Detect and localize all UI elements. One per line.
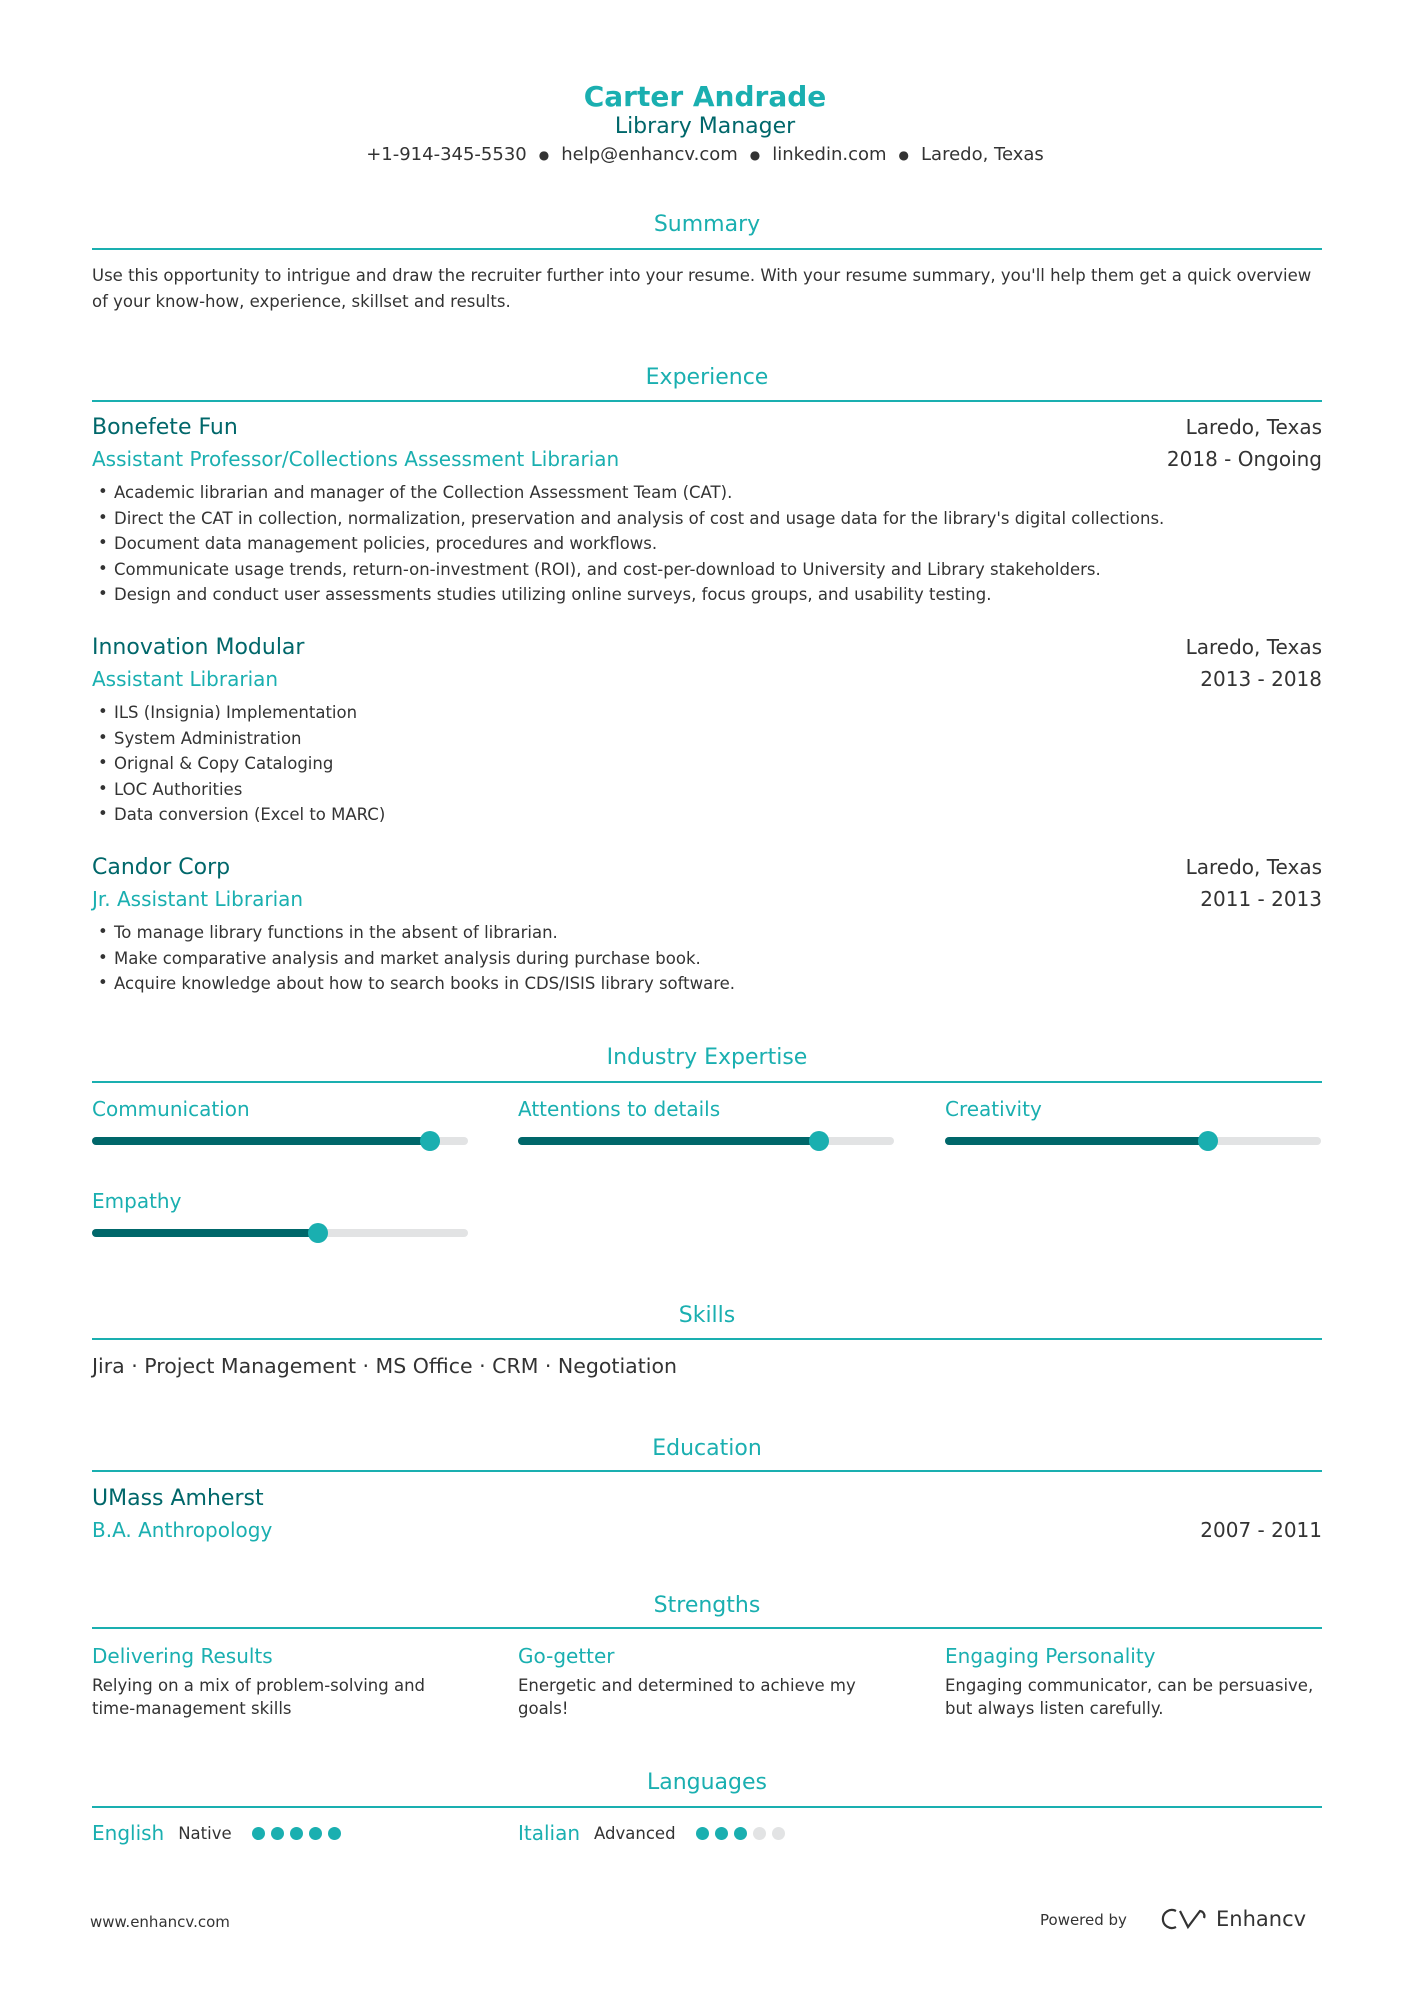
- enhancv-logo[interactable]: [1160, 1906, 1306, 1932]
- bullet-item: • Design and conduct user assessments studies utilizing online surveys, focus groups, and usability testing.: [92, 582, 1322, 608]
- divider: [92, 400, 1322, 402]
- email-link[interactable]: help@enhancv.com: [561, 144, 738, 165]
- divider: [92, 1081, 1322, 1083]
- expertise-label: Creativity: [945, 1097, 1042, 1121]
- job-location: Laredo, Texas: [1185, 855, 1322, 879]
- company-name: Candor Corp: [92, 855, 231, 880]
- skills-heading: Skills: [678, 1303, 736, 1328]
- rating-dot: [328, 1827, 341, 1840]
- education-degree-row: [92, 1518, 1322, 1542]
- expertise-bar: [92, 1137, 468, 1145]
- expertise-bar-knob: [809, 1131, 829, 1151]
- language-rating: [696, 1827, 785, 1840]
- divider: [92, 1470, 1322, 1472]
- bullet-item: • Orignal & Copy Cataloging: [92, 751, 1322, 777]
- language-name: Italian: [518, 1821, 581, 1845]
- linkedin-link[interactable]: linkedin.com: [772, 144, 887, 165]
- expertise-item: [92, 1189, 468, 1237]
- job-bullets: [92, 700, 1322, 828]
- language-name: English: [92, 1821, 165, 1845]
- job-role-row: [92, 447, 1322, 471]
- language-rating: [252, 1827, 341, 1840]
- phone: +1-914-345-5530: [366, 144, 527, 165]
- job-header: [92, 635, 1322, 660]
- bullet-item: • Document data management policies, procedures and workflows.: [92, 531, 1322, 557]
- strength-description: Relying on a mix of problem-solving and time-management skills: [92, 1676, 426, 1718]
- company-name: Bonefete Fun: [92, 415, 238, 440]
- expertise-bar: [945, 1137, 1321, 1145]
- job-title: Library Manager: [614, 114, 796, 139]
- language-level: Native: [178, 1823, 232, 1843]
- bullet-item: • Academic librarian and manager of the Collection Assessment Team (CAT).: [92, 480, 1322, 506]
- expertise-label: Communication: [92, 1097, 250, 1121]
- divider: [92, 248, 1322, 250]
- bullet-item: • ILS (Insignia) Implementation: [92, 700, 1322, 726]
- expertise-label: Attentions to details: [518, 1097, 721, 1121]
- divider: [92, 1806, 1322, 1808]
- expertise-bar-fill: [518, 1137, 819, 1145]
- job-dates: 2018 - Ongoing: [1166, 447, 1322, 471]
- contact-line: [0, 144, 1410, 165]
- languages-heading: Languages: [646, 1770, 768, 1795]
- brand-name: Enhancv: [1216, 1907, 1307, 1931]
- divider: [92, 1338, 1322, 1340]
- bullet-item: • Data conversion (Excel to MARC): [92, 802, 1322, 828]
- language-item: [518, 1821, 785, 1845]
- expertise-heading: Industry Expertise: [606, 1045, 808, 1070]
- expertise-item: [945, 1097, 1321, 1145]
- school-name: UMass Amherst: [92, 1486, 264, 1511]
- bullet-item: • System Administration: [92, 726, 1322, 752]
- language-level: Advanced: [594, 1823, 676, 1843]
- rating-dot: [290, 1827, 303, 1840]
- strength-item: [92, 1644, 468, 1720]
- education-heading: Education: [652, 1436, 762, 1461]
- expertise-item: [92, 1097, 468, 1145]
- rating-dot: [309, 1827, 322, 1840]
- job-dates: 2013 - 2018: [1200, 667, 1322, 691]
- strength-title: Delivering Results: [92, 1644, 273, 1668]
- job-role-row: [92, 887, 1322, 911]
- expertise-bar: [92, 1229, 468, 1237]
- strength-description: Engaging communicator, can be persuasive, but always listen carefully.: [945, 1676, 1314, 1718]
- expertise-bar-knob: [1198, 1131, 1218, 1151]
- rating-dot: [753, 1827, 766, 1840]
- company-name: Innovation Modular: [92, 635, 305, 660]
- separator-dot: ●: [749, 148, 761, 162]
- job-role: Jr. Assistant Librarian: [92, 887, 304, 911]
- separator-dot: ●: [898, 148, 910, 162]
- education-school-row: [92, 1486, 1322, 1511]
- degree: B.A. Anthropology: [92, 1518, 273, 1542]
- bullet-item: • To manage library functions in the absent of librarian.: [92, 920, 1322, 946]
- rating-dot: [715, 1827, 728, 1840]
- rating-dot: [734, 1827, 747, 1840]
- expertise-bar-knob: [308, 1223, 328, 1243]
- expertise-bar: [518, 1137, 894, 1145]
- education-dates: 2007 - 2011: [1200, 1518, 1322, 1542]
- rating-dot: [252, 1827, 265, 1840]
- strength-description: Energetic and determined to achieve my goals!: [518, 1676, 856, 1718]
- divider: [92, 1627, 1322, 1629]
- language-item: [92, 1821, 341, 1845]
- strength-item: [945, 1644, 1321, 1720]
- job-bullets: [92, 920, 1322, 997]
- bullet-item: • Communicate usage trends, return-on-investment (ROI), and cost-per-download to University and Library stakeholders.: [92, 557, 1322, 583]
- location: Laredo, Texas: [921, 144, 1044, 165]
- job-bullets: [92, 480, 1322, 608]
- job-role: Assistant Librarian: [92, 667, 279, 691]
- strength-item: [518, 1644, 894, 1720]
- bullet-item: • Make comparative analysis and market analysis during purchase book.: [92, 946, 1322, 972]
- job-role: Assistant Professor/Collections Assessment Librarian: [92, 447, 620, 471]
- expertise-item: [518, 1097, 894, 1145]
- job-role-row: [92, 667, 1322, 691]
- expertise-bar-fill: [92, 1229, 318, 1237]
- job-location: Laredo, Texas: [1185, 635, 1322, 659]
- enhancv-logo-icon: [1160, 1906, 1208, 1932]
- bullet-item: • LOC Authorities: [92, 777, 1322, 803]
- rating-dot: [696, 1827, 709, 1840]
- separator-dot: ●: [538, 148, 550, 162]
- job-dates: 2011 - 2013: [1200, 887, 1322, 911]
- expertise-label: Empathy: [92, 1189, 182, 1213]
- powered-by: Powered by: [1040, 1911, 1127, 1929]
- summary-heading: Summary: [653, 212, 761, 237]
- summary-text: Use this opportunity to intrigue and draw the recruiter further into your resume. With your resume summary, you'll help them get a quick overview of your know-how, experience, skillset and results.: [92, 266, 1312, 311]
- expertise-bar-knob: [420, 1131, 440, 1151]
- footer-url[interactable]: www.enhancv.com: [90, 1913, 230, 1931]
- expertise-bar-fill: [945, 1137, 1208, 1145]
- rating-dot: [772, 1827, 785, 1840]
- experience-heading: Experience: [645, 365, 769, 390]
- rating-dot: [271, 1827, 284, 1840]
- bullet-item: • Acquire knowledge about how to search books in CDS/ISIS library software.: [92, 971, 1322, 997]
- job-location: Laredo, Texas: [1185, 415, 1322, 439]
- job-header: [92, 415, 1322, 440]
- strength-title: Engaging Personality: [945, 1644, 1156, 1668]
- bullet-item: • Direct the CAT in collection, normalization, preservation and analysis of cost and usage data for the library's digital collections.: [92, 506, 1322, 532]
- strength-title: Go-getter: [518, 1644, 615, 1668]
- candidate-name: Carter Andrade: [583, 80, 827, 113]
- expertise-bar-fill: [92, 1137, 430, 1145]
- strengths-heading: Strengths: [653, 1593, 761, 1618]
- skills-text: Jira · Project Management · MS Office · CRM · Negotiation: [92, 1354, 677, 1378]
- job-header: [92, 855, 1322, 880]
